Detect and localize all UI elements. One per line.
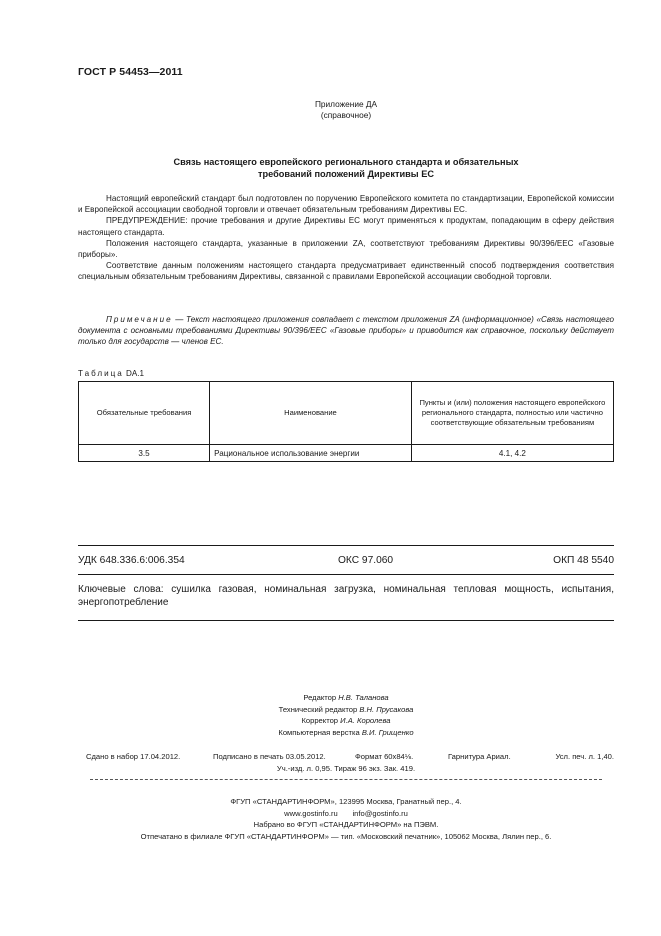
- cell-requirement: 3.5: [79, 445, 210, 462]
- table-da1: [78, 381, 614, 462]
- title-line-2: требований положений Директивы ЕС: [258, 169, 434, 179]
- imprint: [78, 796, 614, 842]
- title-line-1: Связь настоящего европейского регионального стандарта и обязательных: [173, 157, 519, 167]
- pub-sheets: Усл. печ. л. 1,40.: [555, 752, 614, 761]
- pub-sent: Сдано в набор 17.04.2012.: [86, 752, 181, 761]
- credit-layout: Компьютерная верстка В.И. Грищенко: [278, 727, 414, 737]
- table-row: [79, 445, 614, 462]
- rule-top: [78, 545, 614, 546]
- table-caption-id: DA.1: [125, 369, 144, 378]
- pub-signed: Подписано в печать 03.05.2012.: [213, 752, 326, 761]
- appendix-label: Приложение ДА: [314, 99, 378, 109]
- imprint-line-3: Набрано во ФГУП «СТАНДАРТИНФОРМ» на ПЭВМ.: [253, 820, 439, 830]
- keywords: Ключевые слова: сушилка газовая, номинальная загрузка, номинальная тепловая мощность, испытания, энергопотребление: [78, 584, 614, 608]
- udk-code: УДК 648.336.6:006.354: [78, 555, 185, 566]
- header-clauses: Пункты и (или) положения настоящего европейского регионального стандарта, полностью или частично соответствующие обязательным требованиям: [411, 382, 613, 445]
- appendix-kind: (справочное): [320, 110, 372, 120]
- credit-tech-editor: Технический редактор В.Н. Прусакова: [278, 704, 414, 714]
- body-text: [78, 193, 614, 283]
- rule-bottom: [78, 620, 614, 621]
- note: [78, 314, 614, 348]
- cell-clauses: 4.1, 4.2: [411, 445, 613, 462]
- note-text: — Текст настоящего приложения совпадает с текстом приложения ZA (информационное) «Связь настоящего документа с основными требованиями Директивы 90/396/ЕЕС «Газовые приборы» и приводится как справочное, поскольку действует только для государств — членов ЕС.: [78, 315, 614, 347]
- header-name: Наименование: [210, 382, 412, 445]
- oks-code: ОКС 97.060: [338, 555, 394, 566]
- table-caption-label: Таблица: [78, 369, 124, 378]
- imprint-line-2: www.gostinfo.ru info@gostinfo.ru: [284, 808, 408, 818]
- table-caption: [78, 369, 144, 378]
- rule-middle: [78, 574, 614, 575]
- dashed-separator: [90, 779, 602, 780]
- cell-name: Рациональное использование энергии: [210, 445, 412, 462]
- paragraph-3: Положения настоящего стандарта, указанные в приложении ZA, соответствуют требованиям Директивы 90/396/ЕЕС «Газовые приборы».: [78, 238, 614, 260]
- paragraph-1: Настоящий европейский стандарт был подготовлен по поручению Европейского комитета по стандартизации, Европейской комиссии и Европейской ассоциации свободной торговли и отвечает обязательным требованиям Директивы ЕС.: [78, 194, 614, 215]
- okp-code: ОКП 48 5540: [553, 555, 614, 566]
- imprint-line-1: ФГУП «СТАНДАРТИНФОРМ», 123995 Москва, Гранатный пер., 4.: [230, 797, 462, 806]
- appendix-heading: [78, 99, 614, 121]
- credit-editor: Редактор Н.В. Таланова: [303, 693, 389, 702]
- credits: [78, 692, 614, 738]
- publication-info: [78, 751, 614, 775]
- credit-corrector: Корректор И.А. Королева: [301, 716, 391, 726]
- imprint-line-4: Отпечатано в филиале ФГУП «СТАНДАРТИНФОРМ» — тип. «Московский печатник», 105062 Москва, Лялин пер., 6.: [140, 831, 552, 841]
- table-header-row: [79, 382, 614, 445]
- pub-font: Гарнитура Ариал.: [448, 752, 511, 761]
- pub-line-2: Уч.-изд. л. 0,95. Тираж 96 экз. Зак. 419.: [276, 764, 416, 773]
- pub-format: Формат 60x84⅛.: [355, 752, 414, 761]
- appendix-title: [78, 156, 614, 180]
- note-label: Примечание: [106, 315, 173, 324]
- paragraph-4: Соответствие данным положениям настоящего стандарта предусматривает единственный способ подтверждения соответствия специальным обязательным требованиям Директивы, связанной с правилами Европейской ассоциации свободной торговли.: [78, 261, 614, 282]
- paragraph-2: ПРЕДУПРЕЖДЕНИЕ: прочие требования и другие Директивы ЕС могут применяться к продуктам, попадающим в сферу действия настоящего стандарта.: [78, 216, 614, 237]
- standard-code: ГОСТ Р 54453—2011: [78, 66, 183, 78]
- header-requirements: Обязательные требования: [79, 382, 210, 445]
